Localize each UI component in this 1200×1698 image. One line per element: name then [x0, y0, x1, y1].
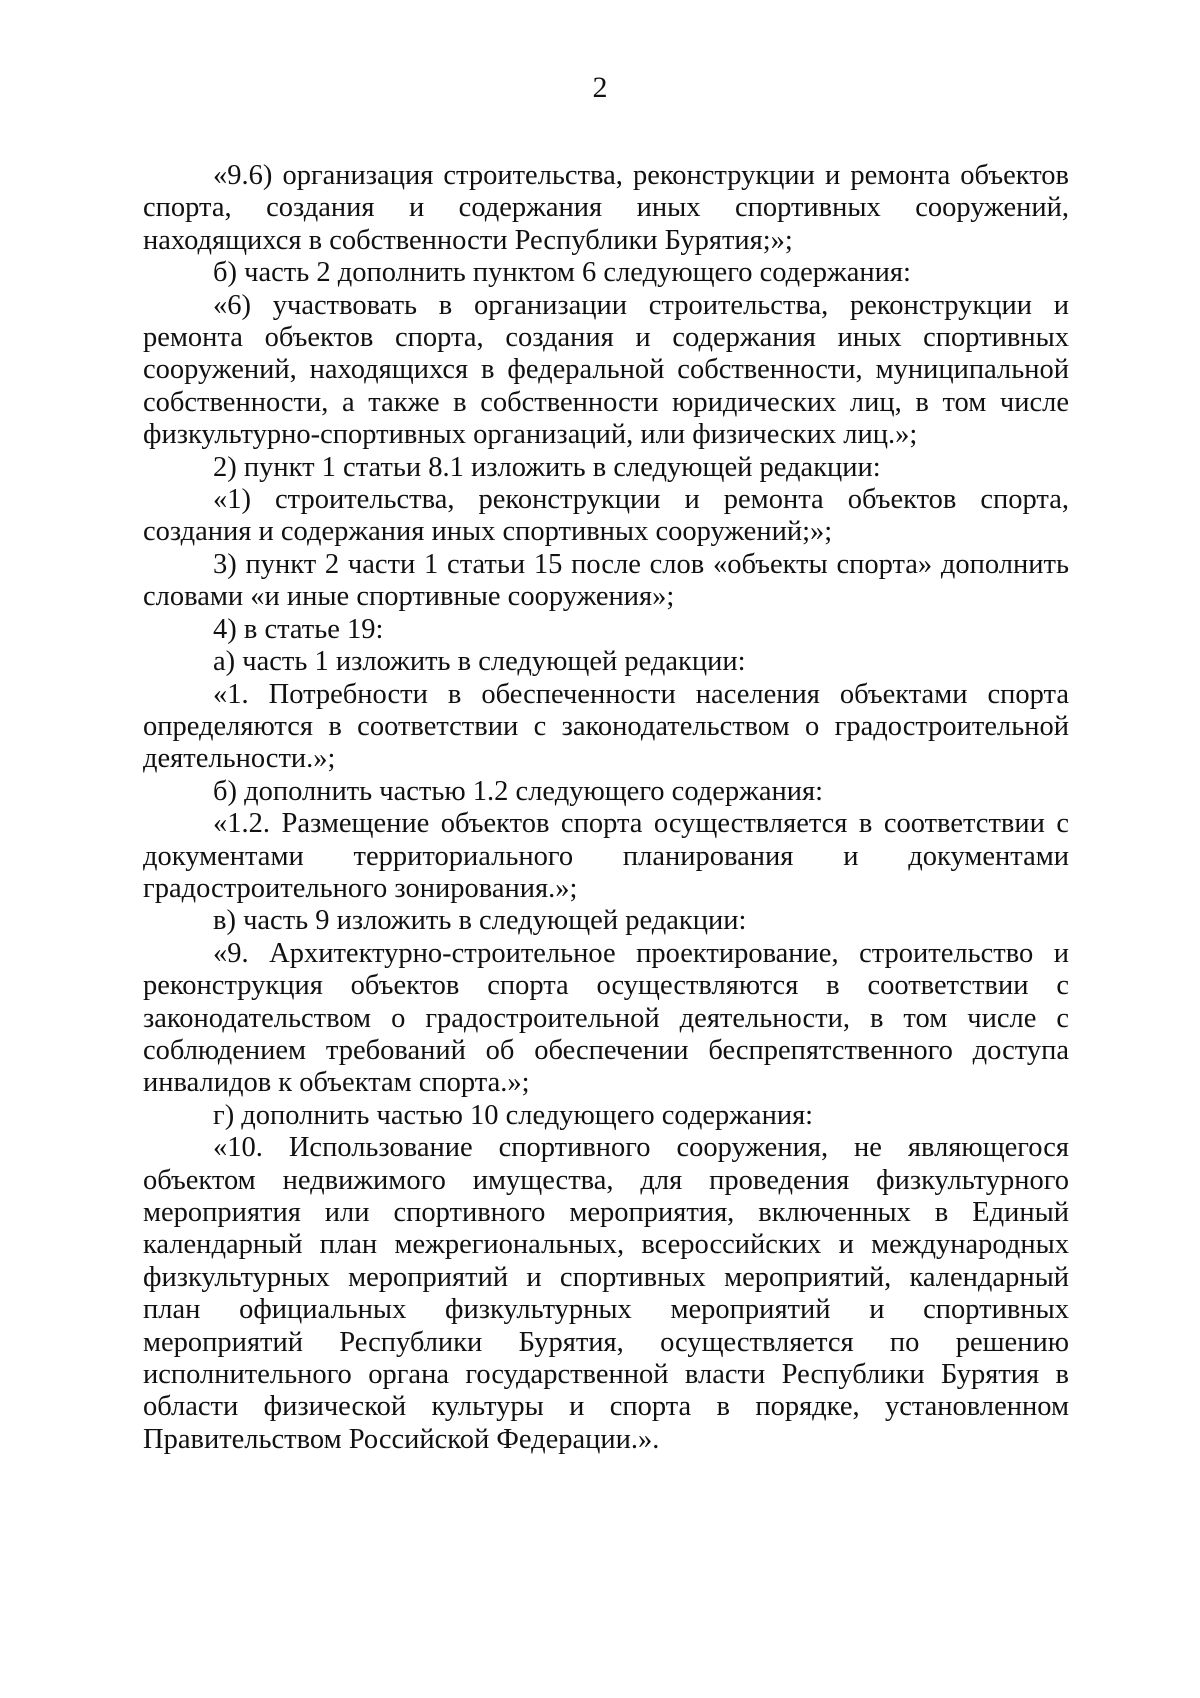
paragraph-item-1: «1) строительства, реконструкции и ремонта объектов спорта, создания и содержания иных спортивных сооружений;»;: [143, 484, 1069, 548]
paragraph-9-6: «9.6) организация строительства, реконструкции и ремонта объектов спорта, создания и содержания иных спортивных сооружений, находящихся в собственности Республики Бурятия;»;: [143, 160, 1069, 256]
paragraph-part-9-text: «9. Архитектурно-строительное проектирование, строительство и реконструкция объектов спорта осуществляются в соответствии с законодательством о градостроительной деятельности, в том числе с соблюдением требований об обеспечении беспрепятственного доступа инвалидов к объектам спорта.»;: [143, 937, 1069, 1099]
paragraph-4b: б) дополнить частью 1.2 следующего содержания:: [213, 775, 824, 807]
paragraph-part-1-2-text: «1.2. Размещение объектов спорта осуществляется в соответствии с документами территориального планирования и документами градостроительного зонирования.»;: [143, 808, 1069, 904]
paragraph-part-10-text: «10. Использование спортивного сооружения, не являющегося объектом недвижимого имущества, для проведения физкультурного мероприятия или спортивного мероприятия, включенных в Единый календарный план межрегиональных, всероссийских и международных физкультурных мероприятий и спортивных мероприятий, календарный план официальных физкультурных мероприятий и спортивных мероприятий Республики Бурятия, осуществляется по решению исполнительного органа государственной власти Республики Бурятия в области физической культуры и спорта в порядке, установленном Правительством Российской Федерации.».: [143, 1132, 1069, 1455]
paragraph-4v: в) часть 9 изложить в следующей редакции:: [213, 905, 747, 937]
paragraph-item-6: «6) участвовать в организации строительства, реконструкции и ремонта объектов спорта, создания и содержания иных спортивных сооружений, находящихся в федеральной собственности, муниципальной собственности, а также в собственности юридических лиц, в том числе физкультурно-спортивных организаций, или физических лиц.»;: [143, 289, 1069, 451]
paragraph-amendment-3: 3) пункт 2 части 1 статьи 15 после слов «объекты спорта» дополнить словами «и иные спортивные сооружения»;: [143, 548, 1069, 613]
paragraph-part-1-text: «1. Потребности в обеспеченности населения объектами спорта определяются в соответствии с законодательством о градостроительной деятельности.»;: [143, 678, 1069, 775]
page-number: 2: [592, 71, 608, 104]
paragraph-amendment-2: 2) пункт 1 статьи 8.1 изложить в следующей редакции:: [213, 451, 881, 483]
document-body: [143, 160, 1069, 1456]
paragraph-4g: г) дополнить частью 10 следующего содержания:: [213, 1099, 814, 1131]
paragraph-part-2-addition: б) часть 2 дополнить пунктом 6 следующего содержания:: [213, 257, 911, 289]
paragraph-4a: а) часть 1 изложить в следующей редакции:: [213, 646, 746, 678]
paragraph-amendment-4: 4) в статье 19:: [213, 613, 384, 645]
